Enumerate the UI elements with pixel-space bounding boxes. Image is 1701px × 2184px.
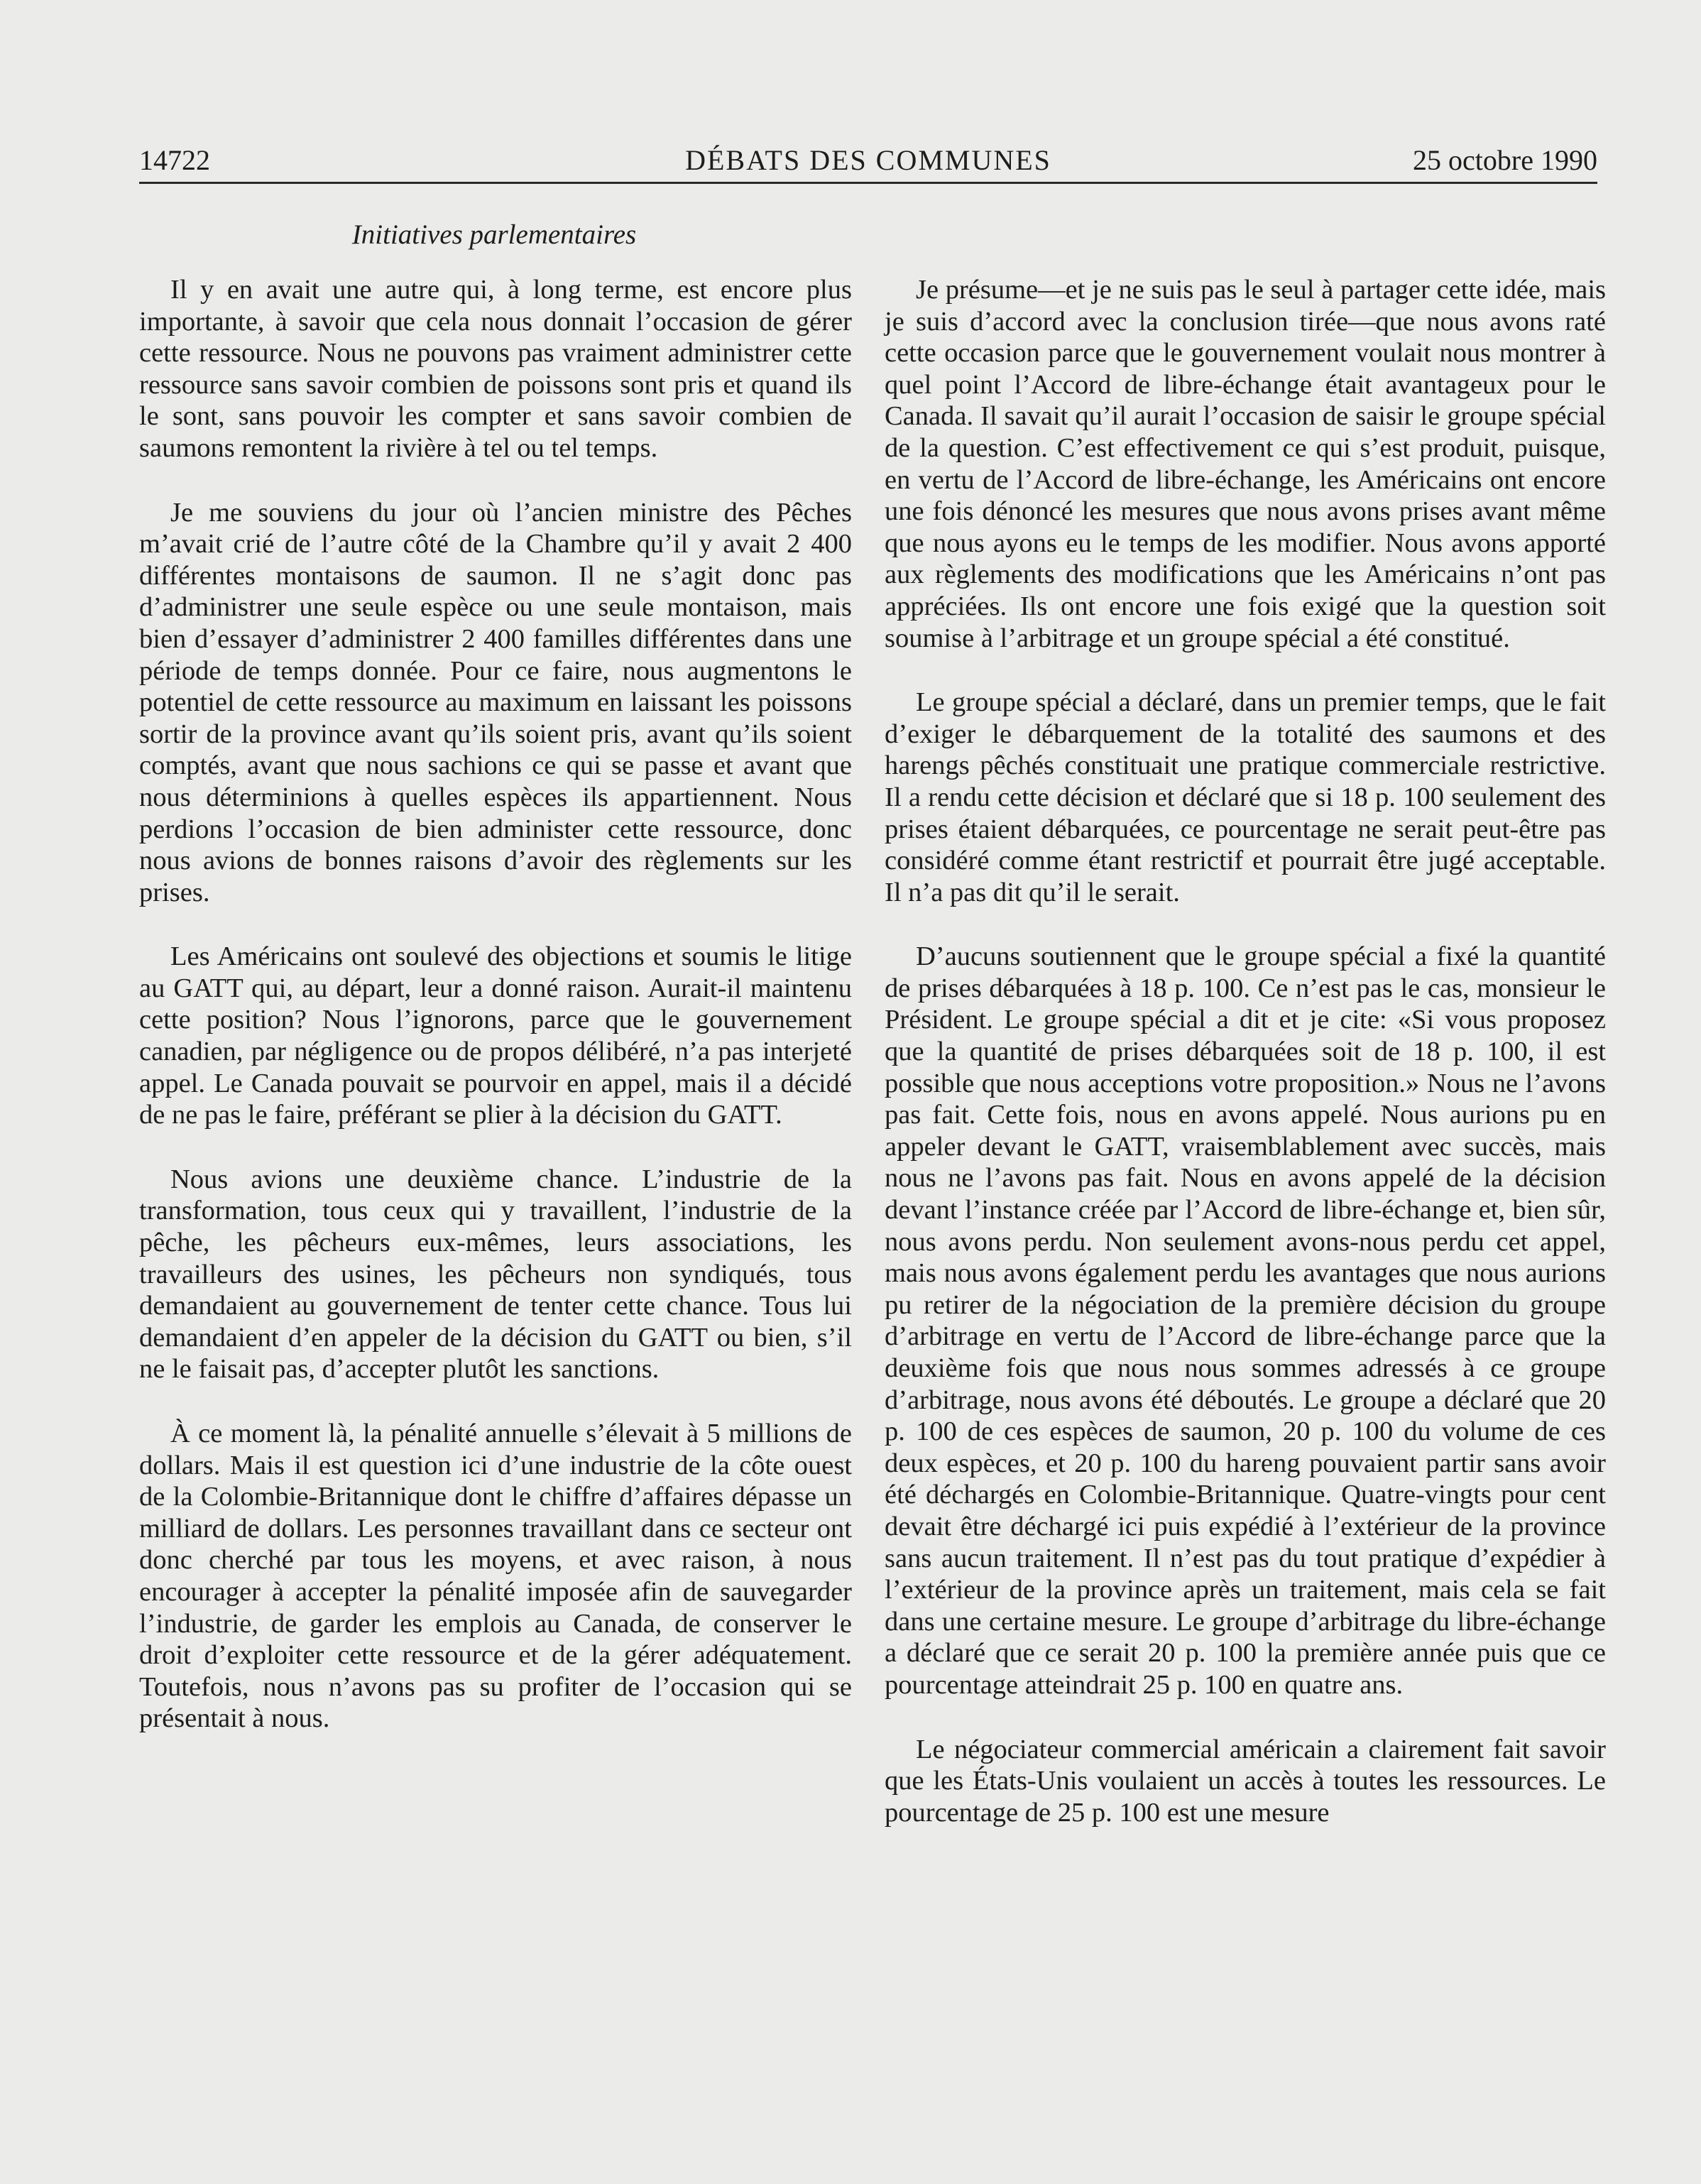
paragraph: Le négociateur commercial américain a clairement fait savoir que les États-Unis voulaient un accès à toutes les ressources. Le pourcentage de 25 p. 100 est une mesure <box>885 1734 1606 1828</box>
paragraph: Il y en avait une autre qui, à long terme, est encore plus importante, à savoir que cela nous donnait l’occasion de gérer cette ressource. Nous ne pouvons pas vraiment administrer cette ressource sans savoir combien de poissons sont pris et quand ils le sont, sans pouvoir les compter et sans savoir combien de saumons remontent la rivière à tel ou tel temps. <box>139 275 852 463</box>
publication-title: DÉBATS DES COMMUNES <box>685 144 1051 176</box>
paragraph: Je me souviens du jour où l’ancien ministre des Pêches m’avait crié de l’autre côté de la Chambre qu’il y avait 2 400 différentes montaisons de saumon. Il ne s’agit donc pas d’administrer une seule espèce ou une seule montaison, mais bien d’essayer d’administrer 2 400 familles différentes dans une période de temps donnée. Pour ce faire, nous augmentons le potentiel de cette ressource au maximum en laissant les poissons sortir de la province avant qu’ils soient pris, avant qu’ils soient comptés, avant que nous sachions ce qui se passe et avant que nous déterminions à quelles espèces ils appartiennent. Nous perdions l’occasion de bien administer cette ressource, donc nous avions de bonnes raisons d’avoir des règlements sur les prises. <box>139 497 852 907</box>
page-header <box>139 142 1597 184</box>
paragraph: Je présume—et je ne suis pas le seul à partager cette idée, mais je suis d’accord avec la conclusion tirée—que nous avons raté cette occasion parce que le gouvernement voulait nous montrer à quel point l’Accord de libre-échange était avantageux pour le Canada. Il savait qu’il aurait l’occasion de saisir le groupe spécial de la question. C’est effectivement ce qui s’est produit, puisque, en vertu de l’Accord de libre-échange, les Américains ont encore une fois dénoncé les mesures que nous avons prises avant même que nous ayons eu le temps de les modifier. Nous avons apporté aux règlements des modifications que les Américains n’ont pas appréciées. Ils ont encore une fois exigé que la question soit soumise à l’arbitrage et un groupe spécial a été constitué. <box>885 275 1606 653</box>
paragraph: D’aucuns soutiennent que le groupe spécial a fixé la quantité de prises débarquées à 18 p. 100. Ce n’est pas le cas, monsieur le Président. Le groupe spécial a dit et je cite: «Si vous proposez que la quantité de prises débarquées soit de 18 p. 100, il est possible que nous acceptions votre proposition.» Nous ne l’avons pas fait. Cette fois, nous en avons appelé. Nous aurions pu en appeler devant le GATT, vraisemblablement avec succès, mais nous ne l’avons pas fait. Nous en avons appelé de la décision devant l’instance créée par l’Accord de libre-échange et, bien sûr, nous avons perdu. Non seulement avons-nous perdu cet appel, mais nous avons également perdu les avantages que nous aurions pu retirer de la négociation de la première décision du groupe d’arbitrage en vertu de l’Accord de libre-échange parce que la deuxième fois que nous nous sommes adressés à ce groupe d’arbitrage, nous avons été déboutés. Le groupe a déclaré que 20 p. 100 de ces espèces de saumon, 20 p. 100 du volume de ces deux espèces, et 20 p. 100 du hareng pouvaient partir sans avoir été déchargés en Colombie-Britannique. Quatre-vingts pour cent devait être déchargé ici puis expédié à l’extérieur de la province sans aucun traitement. Il n’est pas du tout pratique d’expédier à l’extérieur de la province après un traitement, mais cela se fait dans une certaine mesure. Le groupe d’arbitrage du libre-échange a déclaré que ce serait 20 p. 100 la première année puis que ce pourcentage atteindrait 25 p. 100 en quatre ans. <box>885 941 1606 1700</box>
paragraph: Le groupe spécial a déclaré, dans un premier temps, que le fait d’exiger le débarquement de la totalité des saumons et des harengs pêchés constituait une pratique commerciale restrictive. Il a rendu cette décision et déclaré que si 18 p. 100 seulement des prises étaient débarquées, ce pourcentage ne serait peut-être pas considéré comme étant restrictif et pourrait être jugé acceptable. Il n’a pas dit qu’il le serait. <box>885 687 1606 907</box>
page-number: 14722 <box>139 144 210 176</box>
paragraph: Nous avions une deuxième chance. L’industrie de la transformation, tous ceux qui y travaillent, l’industrie de la pêche, les pêcheurs eux-mêmes, leurs associations, les travailleurs des usines, les pêcheurs non syndiqués, tous demandaient au gouvernement de tenter cette chance. Tous lui demandaient d’en appeler de la décision du GATT ou bien, s’il ne le faisait pas, d’accepter plutôt les sanctions. <box>139 1164 852 1385</box>
section-heading: Initiatives parlementaires <box>351 219 637 250</box>
paragraph: À ce moment là, la pénalité annuelle s’élevait à 5 millions de dollars. Mais il est question ici d’une industrie de la côte ouest de la Colombie-Britannique dont le chiffre d’affaires dépasse un milliard de dollars. Les personnes travaillant dans ce secteur ont donc cherché par tous les moyens, et avec raison, à nous encourager à accepter la pénalité imposée afin de sauvegarder l’industrie, de garder les emplois au Canada, de conserver le droit d’exploiter cette ressource et de la gérer adéquatement. Toutefois, nous n’avons pas su profiter de l’occasion qui se présentait à nous. <box>139 1419 852 1734</box>
left-column <box>139 274 852 1767</box>
paragraph: Les Américains ont soulevé des objections et soumis le litige au GATT qui, au départ, leur a donné raison. Aurait-il maintenu cette position? Nous l’ignorons, parce que le gouvernement canadien, par négligence ou de propos délibéré, n’a pas interjeté appel. Le Canada pouvait se pourvoir en appel, mais il a décidé de ne pas le faire, préférant se plier à la décision du GATT. <box>139 941 852 1130</box>
right-column <box>885 274 1606 1861</box>
publication-date: 25 octobre 1990 <box>1413 144 1597 176</box>
